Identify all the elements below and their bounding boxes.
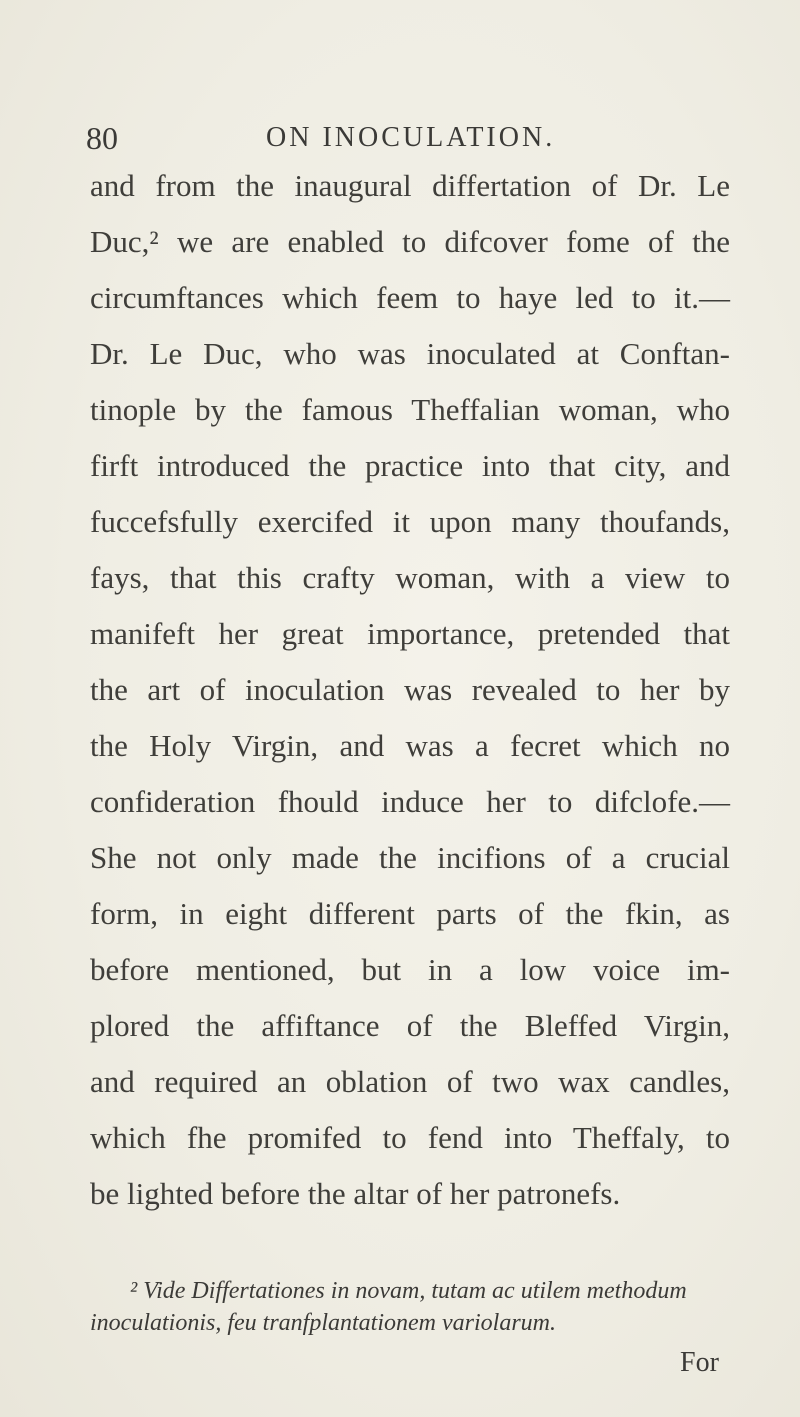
text-line: Dr. Le Duc, who was inoculated at Conftan- — [90, 336, 730, 371]
footnote-line: ² Vide Differtationes in novam, tutam ac utilem methodum — [130, 1278, 687, 1304]
catchword: For — [680, 1347, 719, 1378]
text-line: which fhe promifed to fend into Theffaly, to — [90, 1120, 730, 1155]
footnote — [90, 1275, 730, 1339]
page-number: 80 — [86, 120, 118, 156]
text-line: and from the inaugural differtation of Dr. Le — [90, 168, 730, 203]
running-head-title: ON INOCULATION. — [266, 122, 556, 153]
text-line: before mentioned, but in a low voice im- — [90, 952, 730, 987]
text-line: the Holy Virgin, and was a fecret which no — [90, 728, 730, 763]
text-line: be lighted before the altar of her patronefs. — [90, 1176, 621, 1211]
body-text — [90, 158, 730, 1222]
running-head — [86, 120, 726, 156]
text-line: circumftances which feem to haye led to it.— — [90, 280, 730, 315]
footnote-line: inoculationis, feu tranfplantationem variolarum. — [90, 1310, 556, 1336]
text-line: and required an oblation of two wax candles, — [90, 1064, 730, 1099]
text-line: form, in eight different parts of the fkin, as — [90, 896, 730, 931]
text-line: the art of inoculation was revealed to her by — [90, 672, 730, 707]
text-line: tinople by the famous Theffalian woman, who — [90, 392, 730, 427]
text-line: firft introduced the practice into that city, and — [90, 448, 730, 483]
text-line: confideration fhould induce her to difclofe.— — [90, 784, 730, 819]
text-line: plored the affiftance of the Bleffed Virgin, — [90, 1008, 730, 1043]
text-line: manifeft her great importance, pretended that — [90, 616, 730, 651]
text-line: fays, that this crafty woman, with a view to — [90, 560, 730, 595]
text-line: fuccefsfully exercifed it upon many thoufands, — [90, 504, 730, 539]
text-line: Duc,² we are enabled to difcover fome of the — [90, 224, 730, 259]
text-line: She not only made the incifions of a crucial — [90, 840, 730, 875]
